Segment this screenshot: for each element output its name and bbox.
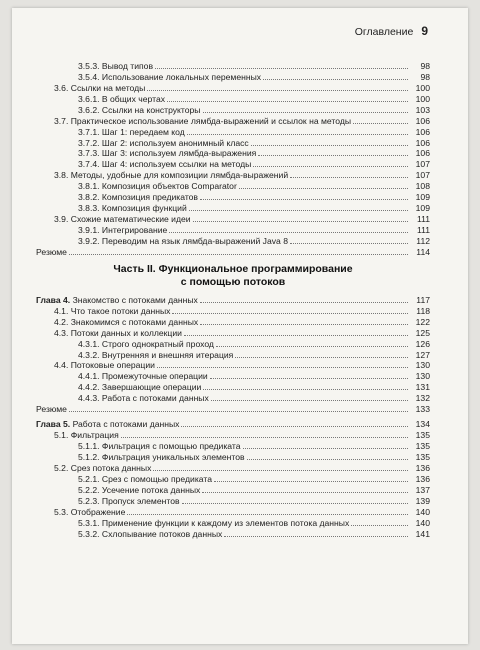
leader-dots <box>243 448 408 449</box>
leader-dots <box>353 123 408 124</box>
toc-entry-text <box>54 170 288 181</box>
toc-title: Внутренняя и внешняя итерация <box>101 349 234 360</box>
toc-entry-text <box>54 306 170 317</box>
toc-entry <box>36 236 430 247</box>
toc-entry-text <box>54 328 182 339</box>
toc-entry <box>36 306 430 317</box>
toc-entry <box>36 441 430 452</box>
leader-dots <box>189 210 408 211</box>
toc-title: Резюме <box>36 246 67 257</box>
toc-number: 5.2.2. <box>78 484 100 495</box>
toc-entry-text <box>54 116 351 127</box>
toc-page: 135 <box>415 441 430 452</box>
toc-title: Пропуск элементов <box>101 495 180 506</box>
toc-entry-text <box>78 452 245 463</box>
toc-title: Применение функции к каждому из элементов потока данных <box>101 517 350 528</box>
toc-title: Шаг 2: используем анонимный класс <box>101 137 249 148</box>
toc-entry-text <box>54 317 198 328</box>
toc-entry-text <box>78 371 208 382</box>
toc-number: 3.9. <box>54 214 69 225</box>
leader-dots <box>167 101 408 102</box>
chapter-title: Знакомство с потоками данных <box>72 294 198 305</box>
toc-title: Вывод типов <box>101 60 154 71</box>
toc-page: 130 <box>415 360 430 371</box>
leader-dots <box>247 459 408 460</box>
toc-entry <box>36 225 430 236</box>
table-of-contents <box>36 61 430 540</box>
toc-title: Срез потока данных <box>70 462 152 473</box>
toc-page: 130 <box>415 371 430 382</box>
leader-dots <box>153 470 408 471</box>
toc-number: 3.7.4. <box>78 159 100 170</box>
toc-number: 5.1.1. <box>78 441 100 452</box>
toc-page: 98 <box>420 71 430 82</box>
toc-entry <box>36 339 430 350</box>
leader-dots <box>181 426 408 427</box>
toc-page: 112 <box>416 235 430 246</box>
toc-title: Фильтрация с помощью предиката <box>101 441 241 452</box>
toc-page: 127 <box>415 349 430 360</box>
toc-title: Практическое использование лямбда-выражений и ссылок на методы <box>70 115 352 126</box>
toc-entry-text <box>78 105 201 116</box>
toc-title: Ссылки на конструкторы <box>101 104 201 115</box>
toc-page: 100 <box>415 93 430 104</box>
toc-entry-text <box>78 181 237 192</box>
toc-entry-text <box>78 203 187 214</box>
toc-page: 141 <box>415 528 430 539</box>
toc-number: 4.3. <box>54 327 69 338</box>
toc-title: Композиция объектов Comparator <box>101 181 237 192</box>
toc-entry <box>36 382 430 393</box>
toc-number: 3.9.1. <box>78 225 100 236</box>
toc-entry-text <box>78 441 241 452</box>
toc-title: Композиция предикатов <box>101 192 199 203</box>
toc-number: 4.3.2. <box>78 349 100 360</box>
toc-title: Методы, удобные для композиции лямбда-выражений <box>70 170 289 181</box>
toc-entry-text <box>78 94 165 105</box>
toc-entry <box>36 127 430 138</box>
toc-entry <box>36 170 430 181</box>
toc-number: 3.7.3. <box>78 148 100 159</box>
toc-entry <box>36 105 430 116</box>
toc-title: Отображение <box>70 506 126 517</box>
toc-title: Шаг 1: передаем код <box>101 126 185 137</box>
toc-entry-text <box>54 360 155 371</box>
toc-entry-text <box>78 148 256 159</box>
toc-page: 107 <box>415 159 430 170</box>
leader-dots <box>210 378 408 379</box>
leader-dots <box>69 254 408 255</box>
toc-title: Резюме <box>36 404 67 415</box>
leader-dots <box>184 335 408 336</box>
leader-dots <box>235 357 408 358</box>
toc-entry <box>36 83 430 94</box>
toc-entry <box>36 350 430 361</box>
leader-dots <box>203 389 408 390</box>
toc-entry-text <box>78 393 209 404</box>
toc-entry <box>36 485 430 496</box>
leader-dots <box>147 90 408 91</box>
toc-entry-text <box>78 192 198 203</box>
toc-entry-text <box>78 350 233 361</box>
toc-entry <box>36 61 430 72</box>
toc-number: 3.7.2. <box>78 137 100 148</box>
leader-dots <box>182 503 408 504</box>
toc-page: 132 <box>415 393 430 404</box>
toc-page: 108 <box>415 181 430 192</box>
toc-number: 5.2. <box>54 462 69 473</box>
leader-dots <box>290 177 408 178</box>
toc-entry <box>36 192 430 203</box>
toc-title: Схлопывание потоков данных <box>101 528 223 539</box>
leader-dots <box>216 346 408 347</box>
toc-entry-text <box>54 430 119 441</box>
toc-page: 109 <box>415 203 430 214</box>
toc-entry-text <box>78 72 261 83</box>
toc-number: 3.7.1. <box>78 126 100 137</box>
toc-page: 135 <box>415 430 430 441</box>
toc-entry <box>36 94 430 105</box>
book-page <box>12 8 468 644</box>
toc-block-chapter4 <box>36 306 430 415</box>
toc-title: Переводим на язык лямбда-выражений Java 8 <box>101 235 288 246</box>
toc-entry-text <box>78 236 288 247</box>
toc-entry-text <box>78 339 214 350</box>
toc-entry <box>36 159 430 170</box>
toc-entry <box>36 496 430 507</box>
chapter-label: Глава 5. <box>36 419 71 430</box>
leader-dots <box>253 166 408 167</box>
leader-dots <box>224 536 408 537</box>
toc-entry <box>36 474 430 485</box>
running-head <box>355 24 428 38</box>
toc-number: 5.2.3. <box>78 495 100 506</box>
toc-title: Фильтрация <box>70 430 119 441</box>
toc-page: 136 <box>415 462 430 473</box>
toc-entry <box>36 317 430 328</box>
toc-number: 3.5.4. <box>78 71 100 82</box>
leader-dots <box>127 514 408 515</box>
toc-number: 4.4.3. <box>78 393 100 404</box>
leader-dots <box>214 481 408 482</box>
leader-dots <box>172 313 408 314</box>
toc-entry <box>36 430 430 441</box>
toc-entry-text <box>36 404 67 415</box>
toc-entry <box>36 393 430 404</box>
toc-number: 5.3.1. <box>78 517 100 528</box>
leader-dots <box>69 411 408 412</box>
toc-entry <box>36 72 430 83</box>
leader-dots <box>200 199 408 200</box>
leader-dots <box>155 68 408 69</box>
toc-title: Фильтрация уникальных элементов <box>101 451 245 462</box>
toc-page: 106 <box>415 137 430 148</box>
leader-dots <box>290 243 408 244</box>
toc-page: 126 <box>415 338 430 349</box>
toc-entry-text <box>78 138 249 149</box>
toc-page: 137 <box>415 484 430 495</box>
toc-entry <box>36 247 430 258</box>
toc-entry-text <box>36 247 67 258</box>
toc-page: 107 <box>415 170 430 181</box>
toc-entry-text <box>78 61 153 72</box>
toc-block-chapter5 <box>36 430 430 539</box>
toc-page: 106 <box>415 126 430 137</box>
toc-page: 122 <box>415 316 430 327</box>
toc-number: 3.6.1. <box>78 93 100 104</box>
toc-page: 139 <box>415 495 430 506</box>
toc-entry <box>36 214 430 225</box>
toc-number: 5.2.1. <box>78 473 100 484</box>
toc-page: 117 <box>416 294 430 305</box>
toc-page: 118 <box>416 305 430 316</box>
toc-number: 5.3.2. <box>78 528 100 539</box>
leader-dots <box>187 134 408 135</box>
toc-entry <box>36 507 430 518</box>
toc-entry-text <box>78 518 349 529</box>
toc-title: Завершающие операции <box>101 382 202 393</box>
toc-title: Ссылки на методы <box>70 82 146 93</box>
toc-entry <box>36 328 430 339</box>
toc-page: 106 <box>415 148 430 159</box>
toc-title: Строго однократный проход <box>101 338 214 349</box>
toc-page: 103 <box>415 104 430 115</box>
toc-title: Шаг 4: используем ссылки на методы <box>101 159 252 170</box>
toc-entry <box>36 463 430 474</box>
toc-number: 5.1. <box>54 430 69 441</box>
toc-number: 3.5.3. <box>78 60 100 71</box>
chapter-label: Глава 4. <box>36 294 71 305</box>
toc-entry-text <box>78 496 180 507</box>
toc-entry-text <box>78 485 200 496</box>
leader-dots <box>193 221 408 222</box>
toc-number: 3.8.3. <box>78 203 100 214</box>
page-number: 9 <box>421 24 428 38</box>
toc-title: Композиция функций <box>101 203 187 214</box>
toc-entry-text <box>78 159 251 170</box>
toc-number: 5.3. <box>54 506 69 517</box>
toc-page: 109 <box>415 192 430 203</box>
toc-page: 111 <box>416 214 430 225</box>
toc-number: 3.8.2. <box>78 192 100 203</box>
toc-page: 136 <box>415 473 430 484</box>
toc-entry <box>36 529 430 540</box>
toc-entry <box>36 203 430 214</box>
leader-dots <box>202 492 408 493</box>
toc-page: 125 <box>415 327 430 338</box>
toc-page: 100 <box>415 82 430 93</box>
toc-entry-text <box>54 463 151 474</box>
leader-dots <box>263 79 408 80</box>
toc-page: 114 <box>416 246 430 257</box>
toc-title: Что такое потоки данных <box>70 305 171 316</box>
toc-chapter-4 <box>36 295 430 306</box>
toc-number: 3.6.2. <box>78 104 100 115</box>
toc-number: 4.2. <box>54 316 69 327</box>
toc-title: Шаг 3: используем лямбда-выражения <box>101 148 257 159</box>
toc-page: 133 <box>415 404 430 415</box>
toc-title: Срез с помощью предиката <box>101 473 212 484</box>
toc-entry <box>36 404 430 415</box>
toc-title: Использование локальных переменных <box>101 71 262 82</box>
part-heading <box>36 263 430 289</box>
leader-dots <box>200 302 408 303</box>
toc-entry <box>36 452 430 463</box>
toc-page: 131 <box>415 382 430 393</box>
toc-number: 3.8.1. <box>78 181 100 192</box>
leader-dots <box>239 188 408 189</box>
leader-dots <box>258 155 408 156</box>
toc-number: 3.7. <box>54 115 69 126</box>
toc-entry <box>36 149 430 160</box>
toc-page: 111 <box>416 225 430 236</box>
toc-entry-text <box>78 127 185 138</box>
toc-number: 3.9.2. <box>78 235 100 246</box>
toc-page: 134 <box>415 419 430 430</box>
toc-title: Потоковые операции <box>70 360 155 371</box>
leader-dots <box>251 145 408 146</box>
toc-number: 4.4. <box>54 360 69 371</box>
chapter-title: Работа с потоками данных <box>72 419 180 430</box>
leader-dots <box>121 437 408 438</box>
running-head-section: Оглавление <box>354 26 414 38</box>
toc-title: В общих чертах <box>101 93 166 104</box>
toc-entry-text <box>78 474 212 485</box>
toc-number: 4.4.2. <box>78 382 100 393</box>
leader-dots <box>157 367 408 368</box>
toc-entry-text <box>78 529 222 540</box>
toc-entry <box>36 361 430 372</box>
toc-title: Промежуточные операции <box>101 371 208 382</box>
toc-page: 140 <box>415 517 430 528</box>
part-heading-line1: Часть II. Функциональное программирование <box>113 262 353 275</box>
toc-entry-text <box>78 382 201 393</box>
toc-title: Работа с потоками данных <box>101 393 209 404</box>
toc-entry <box>36 371 430 382</box>
toc-number: 3.6. <box>54 82 69 93</box>
toc-entry <box>36 518 430 529</box>
leader-dots <box>203 112 409 113</box>
toc-entry <box>36 138 430 149</box>
toc-entry <box>36 181 430 192</box>
toc-title: Потоки данных и коллекции <box>70 327 182 338</box>
toc-title: Усечение потока данных <box>101 484 201 495</box>
toc-entry-text <box>54 214 191 225</box>
toc-page: 106 <box>415 115 430 126</box>
toc-title: Схожие математические идеи <box>70 214 191 225</box>
toc-entry-text <box>78 225 167 236</box>
toc-number: 5.1.2. <box>78 451 100 462</box>
toc-number: 3.8. <box>54 170 69 181</box>
toc-title: Знакомимся с потоками данных <box>70 316 199 327</box>
part-heading-line2: с помощью потоков <box>180 275 286 288</box>
toc-number: 4.1. <box>54 305 69 316</box>
toc-chapter-5 <box>36 419 430 430</box>
toc-page: 140 <box>415 506 430 517</box>
toc-title: Интегрирование <box>101 225 168 236</box>
toc-number: 4.4.1. <box>78 371 100 382</box>
leader-dots <box>200 324 408 325</box>
toc-page: 135 <box>415 451 430 462</box>
leader-dots <box>351 525 408 526</box>
toc-entry-text <box>54 507 125 518</box>
toc-entry <box>36 116 430 127</box>
leader-dots <box>169 232 408 233</box>
toc-entry-text <box>54 83 145 94</box>
toc-number: 4.3.1. <box>78 338 100 349</box>
leader-dots <box>211 400 408 401</box>
toc-page: 98 <box>420 60 430 71</box>
toc-block-chapter3 <box>36 61 430 258</box>
